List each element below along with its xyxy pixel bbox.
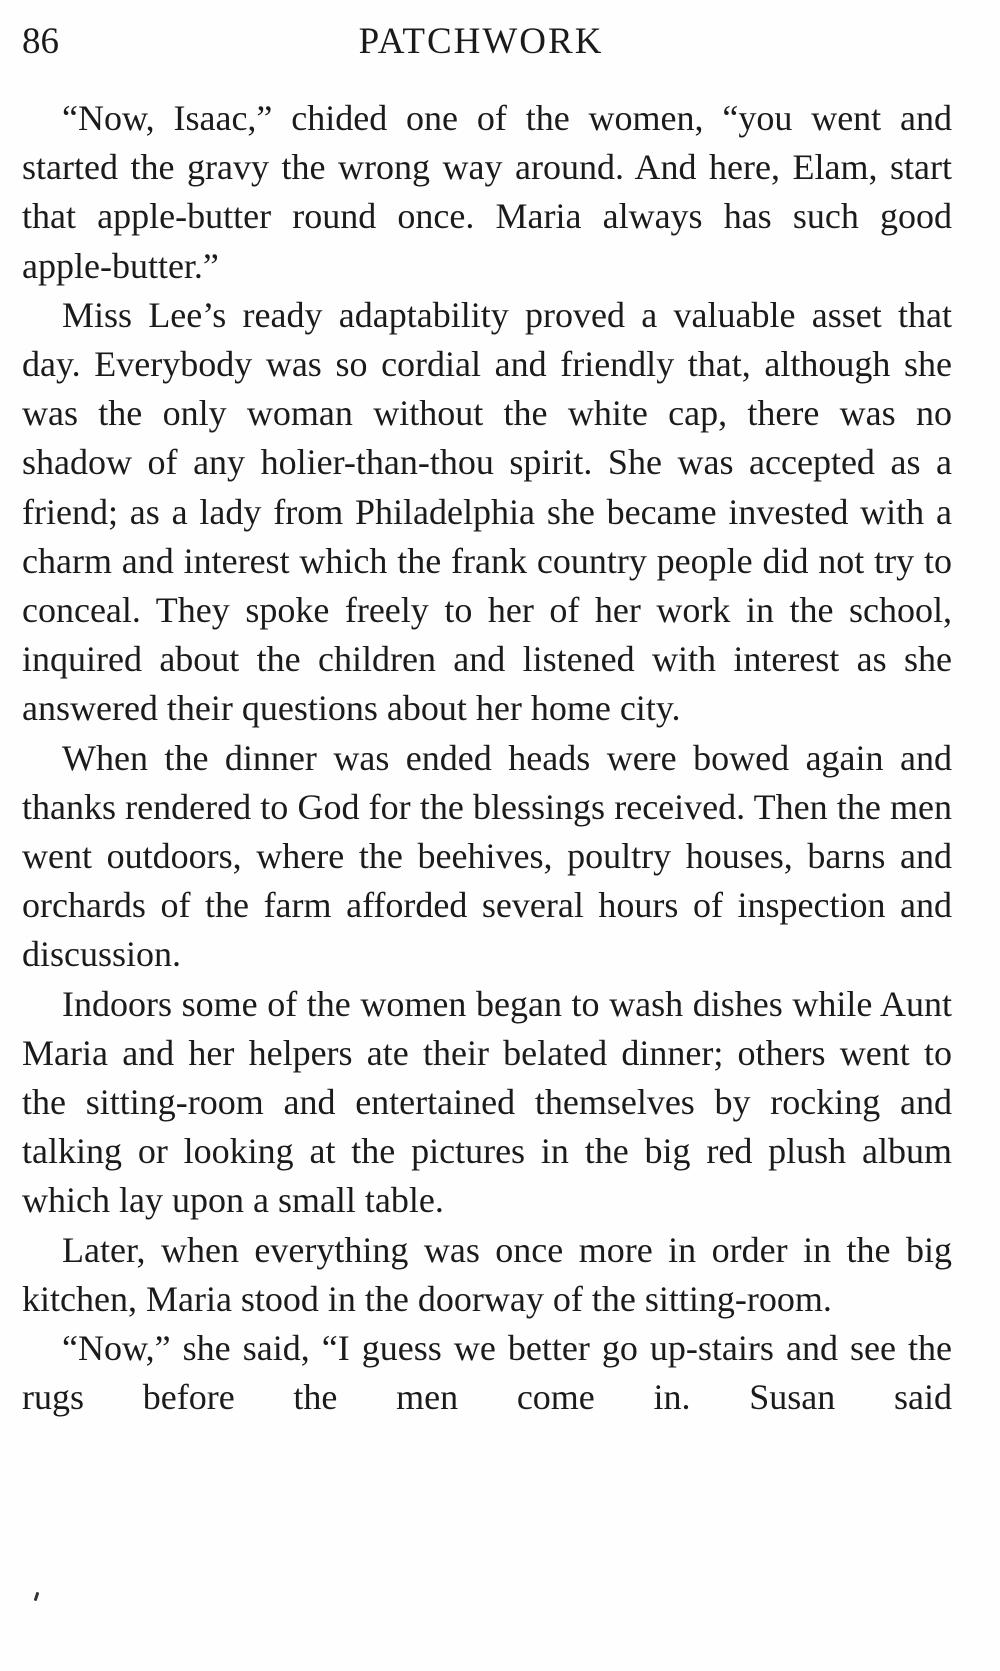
paragraph-dinner-ended: When the dinner was ended heads were bowed again and thanks rendered to God for the blessings received. Then the men went outdoors, where the beehives, poultry houses, barns and orchards of the farm afforded several hours of inspection and discussion.	[22, 737, 952, 975]
running-title: PATCHWORK	[358, 21, 604, 62]
paragraph-now-she-said: “Now,” she said, “I guess we better go up-stairs and see the rugs before the men come in. Susan said	[22, 1328, 952, 1418]
page-header	[22, 14, 940, 74]
ink-speck	[34, 1592, 40, 1601]
paragraph-miss-lee: Miss Lee’s ready adaptability proved a valuable asset that day. Everybody was so cordial and friendly that, although she was the only woman without the white cap, there was no shadow of any holier-than-thou spirit. She was accepted as a friend; as a lady from Philadelphia she became invested with a charm and interest which the frank country people did not try to conceal. They spoke freely to her of her work in the school, inquired about the children and listened with interest as she answered their questions about her home city.	[22, 294, 952, 729]
page-number: 86	[22, 21, 59, 62]
paragraph-isaac-gravy: “Now, Isaac,” chided one of the women, “you went and started the gravy the wrong way around. And here, Elam, start that apple-butter round once. Maria always has such good apple-butter.”	[22, 98, 952, 286]
body-text	[22, 94, 952, 1422]
paragraph-later: Later, when everything was once more in order in the big kitchen, Maria stood in the doorway of the sitting-room.	[22, 1229, 952, 1319]
paragraph-indoors: Indoors some of the women began to wash dishes while Aunt Maria and her helpers ate their belated dinner; others went to the sitting-room and entertained themselves by rocking and talking or looking at the pictures in the big red plush album which lay upon a small table.	[22, 983, 952, 1221]
